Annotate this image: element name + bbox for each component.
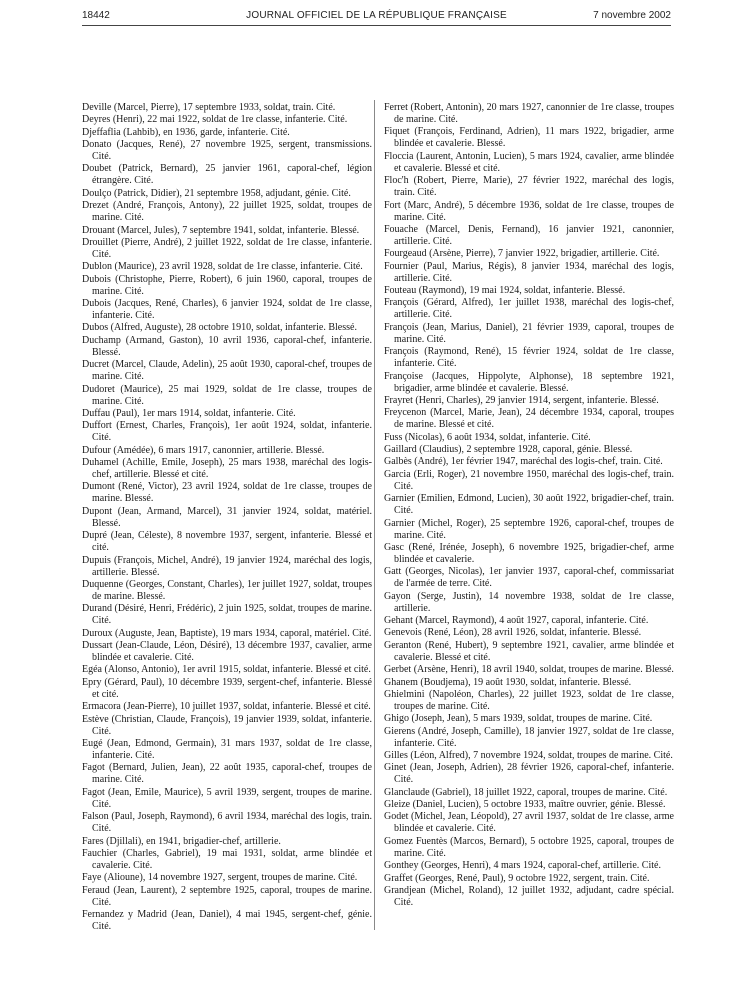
citation-entry: Doulço (Patrick, Didier), 21 septembre 1958, adjudant, génie. Cité. bbox=[82, 187, 351, 199]
citation-entry: Deville (Marcel, Pierre), 17 septembre 1933, soldat, train. Cité. bbox=[82, 102, 336, 113]
issue-date: 7 novembre 2002 bbox=[593, 10, 671, 21]
citation-entry: Dublon (Maurice), 23 avril 1928, soldat de 1re classe, infanterie. Cité. bbox=[82, 261, 363, 273]
citation-entry: Fourgeaud (Arsène, Pierre), 7 janvier 1922, brigadier, artillerie. Cité. bbox=[384, 248, 660, 260]
citation-entry: Duchamp (Armand, Gaston), 10 avril 1936, caporal-chef, infanterie. Blessé. bbox=[82, 334, 372, 358]
citation-entry: Geranton (René, Hubert), 9 septembre 1921, cavalier, arme blindée et cavalerie. Blessé et cité. bbox=[384, 639, 674, 663]
citation-entry: Freycenon (Marcel, Marie, Jean), 24 décembre 1934, caporal, troupes de marine. Blessé et cité. bbox=[384, 407, 674, 431]
citation-entry: François (Raymond, René), 15 février 1924, soldat de 1re classe, infanterie. Cité. bbox=[384, 346, 674, 370]
citation-entry: Duroux (Auguste, Jean, Baptiste), 19 mars 1934, caporal, matériel. Cité. bbox=[82, 627, 372, 639]
citation-entry: Fares (Djillali), en 1941, brigadier-chef, artillerie. bbox=[82, 835, 281, 847]
citation-entry: Gomez Fuentès (Marcos, Bernard), 5 octobre 1925, caporal, troupes de marine. Cité. bbox=[384, 835, 674, 859]
citation-entry: Glanclaude (Gabriel), 18 juillet 1922, caporal, troupes de marine. Cité. bbox=[384, 786, 668, 798]
citation-entry: Fuss (Nicolas), 6 août 1934, soldat, infanterie. Cité. bbox=[384, 431, 591, 443]
citation-entry: Dupont (Jean, Armand, Marcel), 31 janvier 1924, soldat, matériel. Blessé. bbox=[82, 505, 372, 529]
citation-entry: Gasc (René, Irénée, Joseph), 6 novembre 1925, brigadier-chef, arme blindée et cavalerie. bbox=[384, 541, 674, 565]
citation-entry: Dussart (Jean-Claude, Léon, Désiré), 13 décembre 1937, cavalier, arme blindée et cavalerie. Cité. bbox=[82, 640, 372, 664]
citation-entry: Fauchier (Charles, Gabriel), 19 mai 1931, soldat, arme blindée et cavalerie. Cité. bbox=[82, 847, 372, 871]
citation-entry: Fort (Marc, André), 5 décembre 1936, soldat de 1re classe, troupes de marine. Cité. bbox=[384, 199, 674, 223]
column-divider bbox=[374, 100, 375, 930]
citation-entry: Fouache (Marcel, Denis, Fernand), 16 janvier 1921, canonnier, artillerie. Cité. bbox=[384, 223, 674, 247]
citation-entry: Doubet (Patrick, Bernard), 25 janvier 1961, caporal-chef, légion étrangère. Cité. bbox=[82, 163, 372, 187]
right-column bbox=[384, 102, 674, 909]
citation-entry: Gierens (André, Joseph, Camille), 18 janvier 1927, soldat de 1re classe, infanterie. Cité. bbox=[384, 725, 674, 749]
citation-entry: Dumont (René, Victor), 23 avril 1924, soldat de 1re classe, troupes de marine. Blessé. bbox=[82, 481, 372, 505]
citation-entry: Gaillard (Claudius), 2 septembre 1928, caporal, génie. Blessé. bbox=[384, 444, 633, 456]
left-column bbox=[82, 102, 372, 933]
citation-entry: Gonthey (Georges, Henri), 4 mars 1924, caporal-chef, artillerie. Cité. bbox=[384, 860, 661, 872]
citation-entry: Ferret (Robert, Antonin), 20 mars 1927, canonnier de 1re classe, troupes de marine. Cité. bbox=[384, 102, 674, 126]
citation-entry: Faye (Alioune), 14 novembre 1927, sergent, troupes de marine. Cité. bbox=[82, 872, 358, 884]
citation-entry: Gehant (Marcel, Raymond), 4 août 1927, caporal, infanterie. Cité. bbox=[384, 615, 649, 627]
citation-entry: Genevois (René, Léon), 28 avril 1926, soldat, infanterie. Blessé. bbox=[384, 627, 642, 639]
citation-entry: Fournier (Paul, Marius, Régis), 8 janvier 1934, maréchal des logis, artillerie. Cité. bbox=[384, 260, 674, 284]
citation-entry: Dupré (Jean, Céleste), 8 novembre 1937, sergent, infanterie. Blessé et cité. bbox=[82, 530, 372, 554]
citation-entry: Djeffaflia (Lahbib), en 1936, garde, infanterie. Cité. bbox=[82, 126, 290, 138]
citation-entry: Gleize (Daniel, Lucien), 5 octobre 1933, maître ouvrier, génie. Blessé. bbox=[384, 799, 666, 811]
citation-entry: Fagot (Jean, Emile, Maurice), 5 avril 1939, sergent, troupes de marine. Cité. bbox=[82, 786, 372, 810]
citation-entry: Duffort (Ernest, Charles, François), 1er août 1924, soldat, infanterie. Cité. bbox=[82, 420, 372, 444]
citation-entry: Ermacora (Jean-Pierre), 10 juillet 1937, soldat, infanterie. Blessé et cité. bbox=[82, 701, 371, 713]
citation-entry: François (Gérard, Alfred), 1er juillet 1938, maréchal des logis-chef, artillerie. Cité. bbox=[384, 297, 674, 321]
citation-entry: Duhamel (Achille, Emile, Joseph), 25 mars 1938, maréchal des logis-chef, artillerie. Blessé et cité. bbox=[82, 457, 372, 481]
citation-entry: Frayret (Henri, Charles), 29 janvier 1914, sergent, infanterie. Blessé. bbox=[384, 394, 659, 406]
citation-entry: Duquenne (Georges, Constant, Charles), 1er juillet 1927, soldat, troupes de marine. Blessé. bbox=[82, 578, 372, 602]
citation-entry: Fiquet (François, Ferdinand, Adrien), 11 mars 1922, brigadier, arme blindée et cavalerie. Blessé. bbox=[384, 126, 674, 150]
citation-entry: Epry (Gérard, Paul), 10 décembre 1939, sergent-chef, infanterie. Blessé et cité. bbox=[82, 676, 372, 700]
citation-entry: Durand (Désiré, Henri, Frédéric), 2 juin 1925, soldat, troupes de marine. Cité. bbox=[82, 603, 372, 627]
citation-entry: Fernandez y Madrid (Jean, Daniel), 4 mai 1945, sergent-chef, génie. Cité. bbox=[82, 908, 372, 933]
citation-entry: Grandjean (Michel, Roland), 12 juillet 1932, adjudant, cadre spécial. Cité. bbox=[384, 884, 674, 908]
header-rule bbox=[82, 25, 671, 26]
citation-entry: Floc'h (Robert, Pierre, Marie), 27 février 1922, maréchal des logis, train. Cité. bbox=[384, 175, 674, 199]
citation-entry: Fagot (Bernard, Julien, Jean), 22 août 1935, caporal-chef, troupes de marine. Cité. bbox=[82, 762, 372, 786]
citation-entry: Feraud (Jean, Laurent), 2 septembre 1925, caporal, troupes de marine. Cité. bbox=[82, 884, 372, 908]
citation-entry: Eugé (Jean, Edmond, Germain), 31 mars 1937, soldat de 1re classe, infanterie. Cité. bbox=[82, 737, 372, 761]
citation-entry: Ghanem (Boudjema), 19 août 1930, soldat, infanterie. Blessé. bbox=[384, 676, 632, 688]
citation-entry: Dubois (Christophe, Pierre, Robert), 6 juin 1960, caporal, troupes de marine. Cité. bbox=[82, 273, 372, 297]
citation-entry: Drouant (Marcel, Jules), 7 septembre 1941, soldat, infanterie. Blessé. bbox=[82, 224, 360, 236]
citation-entry: Gayon (Serge, Justin), 14 novembre 1938, soldat de 1re classe, artillerie. bbox=[384, 590, 674, 614]
citation-entry: Falson (Paul, Joseph, Raymond), 6 avril 1934, maréchal des logis, train. Cité. bbox=[82, 811, 372, 835]
journal-title: JOURNAL OFFICIEL DE LA RÉPUBLIQUE FRANÇAISE bbox=[246, 10, 507, 21]
citation-entry: Fouteau (Raymond), 19 mai 1924, soldat, infanterie. Blessé. bbox=[384, 285, 626, 297]
citation-entry: Dupuis (François, Michel, André), 19 janvier 1924, maréchal des logis, artillerie. Blessé. bbox=[82, 554, 372, 578]
citation-entry: Gatt (Georges, Nicolas), 1er janvier 1937, caporal-chef, commissariat de l'armée de terre. Cité. bbox=[384, 566, 674, 590]
citation-entry: Dudoret (Maurice), 25 mai 1929, soldat de 1re classe, troupes de marine. Cité. bbox=[82, 383, 372, 407]
citation-entry: Ginet (Jean, Joseph, Adrien), 28 février 1926, caporal-chef, infanterie. Cité. bbox=[384, 762, 674, 786]
citation-entry: Ghielmini (Napoléon, Charles), 22 juillet 1923, soldat de 1re classe, troupes de marine. Cité. bbox=[384, 688, 674, 712]
citation-entry: Galbès (André), 1er février 1947, maréchal des logis-chef, train. Cité. bbox=[384, 456, 663, 468]
citation-entry: Duffau (Paul), 1er mars 1914, soldat, infanterie. Cité. bbox=[82, 407, 296, 419]
citation-entry: Ghigo (Joseph, Jean), 5 mars 1939, soldat, troupes de marine. Cité. bbox=[384, 713, 653, 725]
citation-entry: Graffet (Georges, René, Paul), 9 octobre 1922, sergent, train. Cité. bbox=[384, 872, 650, 884]
citation-entry: François (Jean, Marius, Daniel), 21 février 1939, caporal, troupes de marine. Cité. bbox=[384, 321, 674, 345]
citation-entry: Dufour (Amédée), 6 mars 1917, canonnier, artillerie. Blessé. bbox=[82, 444, 325, 456]
citation-entry: Ducret (Marcel, Claude, Adelin), 25 août 1930, caporal-chef, troupes de marine. Cité. bbox=[82, 359, 372, 383]
citation-entry: Garnier (Emilien, Edmond, Lucien), 30 août 1922, brigadier-chef, train. Cité. bbox=[384, 493, 674, 517]
citation-entry: Estève (Christian, Claude, François), 19 janvier 1939, soldat, infanterie. Cité. bbox=[82, 713, 372, 737]
citation-entry: Drouillet (Pierre, André), 2 juillet 1922, soldat de 1re classe, infanterie. Cité. bbox=[82, 236, 372, 260]
citation-entry: Dubos (Alfred, Auguste), 28 octobre 1910, soldat, infanterie. Blessé. bbox=[82, 322, 357, 334]
citation-entry: Garcia (Erli, Roger), 21 novembre 1950, maréchal des logis-chef, train. Cité. bbox=[384, 468, 674, 492]
citation-entry: Gerbet (Arsène, Henri), 18 avril 1940, soldat, troupes de marine. Blessé. bbox=[384, 664, 674, 676]
citation-entry: Deyres (Henri), 22 mai 1922, soldat de 1re classe, infanterie. Cité. bbox=[82, 114, 348, 126]
citation-entry: Floccia (Laurent, Antonin, Lucien), 5 mars 1924, cavalier, arme blindée et cavalerie. Blessé et cité. bbox=[384, 150, 674, 174]
citation-entry: Drezet (André, François, Antony), 22 juillet 1925, soldat, troupes de marine. Cité. bbox=[82, 200, 372, 224]
citation-entry: Dubois (Jacques, René, Charles), 6 janvier 1924, soldat de 1re classe, infanterie. Cité. bbox=[82, 298, 372, 322]
citation-entry: Egéa (Alonso, Antonio), 1er avril 1915, soldat, infanterie. Blessé et cité. bbox=[82, 664, 371, 676]
citation-entry: Donato (Jacques, René), 27 novembre 1925, sergent, transmissions. Cité. bbox=[82, 139, 372, 163]
page-number: 18442 bbox=[82, 10, 110, 21]
citation-entry: Garnier (Michel, Roger), 25 septembre 1926, caporal-chef, troupes de marine. Cité. bbox=[384, 517, 674, 541]
citation-entry: Gilles (Léon, Alfred), 7 novembre 1924, soldat, troupes de marine. Cité. bbox=[384, 749, 673, 761]
citation-entry: Françoise (Jacques, Hippolyte, Alphonse), 18 septembre 1921, brigadier, arme blindée et cavalerie. Blessé. bbox=[384, 370, 674, 394]
citation-entry: Godet (Michel, Jean, Léopold), 27 avril 1937, soldat de 1re classe, arme blindée et cavalerie. Cité. bbox=[384, 811, 674, 835]
